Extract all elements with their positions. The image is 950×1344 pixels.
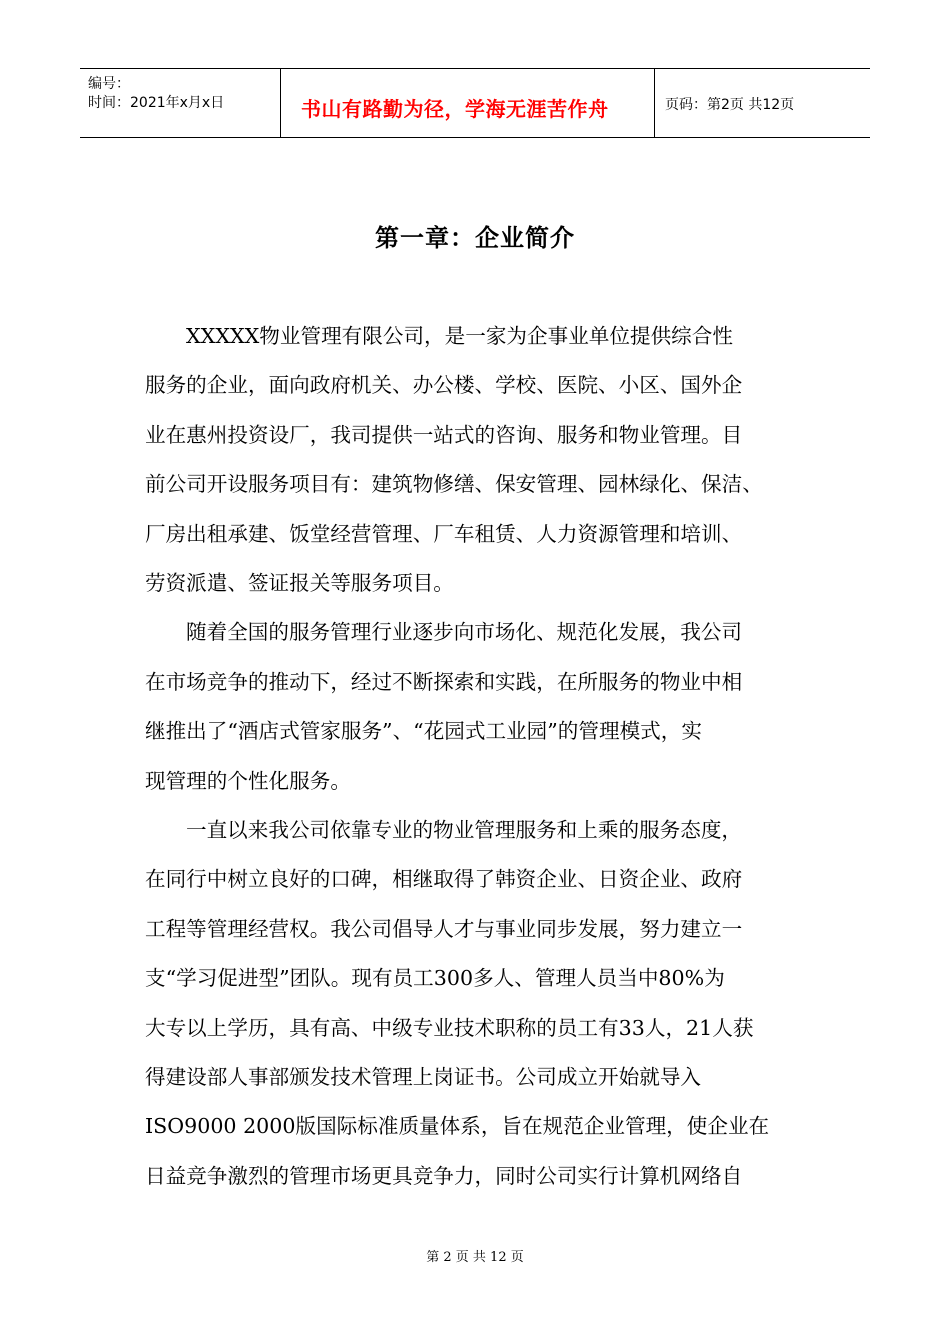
body-line: 日益竞争激烈的管理市场更具竞争力，同时公司实行计算机网络自 [145, 1163, 743, 1188]
body-line: 业在惠州投资设厂，我司提供一站式的咨询、服务和物业管理。目 [145, 422, 743, 447]
header-table [80, 68, 870, 138]
body-line: 在市场竞争的推动下，经过不断探索和实践，在所服务的物业中相 [145, 669, 743, 694]
document-date-label: 时间：2021年x月x日 [88, 95, 225, 111]
body-line: 大专以上学历，具有高、中级专业技术职称的员工有33人，21人获 [145, 1015, 754, 1040]
chapter-title: 第一章：企业简介 [375, 224, 575, 252]
body-line: 随着全国的服务管理行业逐步向市场化、规范化发展，我公司 [186, 620, 743, 645]
header-info-cell [80, 69, 281, 137]
body-line: 前公司开设服务项目有：建筑物修缮、保安管理、园林绿化、保洁、 [145, 472, 763, 497]
header-page-cell [655, 69, 870, 137]
body-line: 厂房出租承建、饭堂经营管理、厂车租赁、人力资源管理和培训、 [145, 521, 743, 546]
header-motto-cell [281, 69, 655, 137]
body-line: 一直以来我公司依靠专业的物业管理服务和上乘的服务态度， [186, 818, 743, 842]
header-motto: 书山有路勤为径，学海无涯苦作舟 [301, 97, 609, 121]
body-line: 劳资派遣、签证报关等服务项目。 [145, 571, 454, 595]
page-footer: 第 2 页 共 12 页 [426, 1250, 524, 1265]
body-line: 支“学习促进型”团队。现有员工300多人、管理人员当中80%为 [145, 966, 725, 991]
body-line: ISO9000 2000版国际标准质量体系，旨在规范企业管理，使企业在 [145, 1114, 770, 1139]
body-line: 工程等管理经营权。我公司倡导人才与事业同步发展，努力建立一 [145, 916, 743, 941]
body-line: 现管理的个性化服务。 [145, 768, 351, 793]
body-line: XXXXX物业管理有限公司，是一家为企事业单位提供综合性 [186, 324, 733, 348]
body-line: 在同行中树立良好的口碑，相继取得了韩资企业、日资企业、政府 [145, 867, 743, 892]
body-line: 得建设部人事部颁发技术管理上岗证书。公司成立开始就导入 [145, 1065, 702, 1089]
header-page-info: 页码：第2页 共12页 [665, 97, 795, 113]
body-line: 继推出了“酒店式管家服务”、“花园式工业园”的管理模式，实 [145, 719, 702, 744]
document-number-label: 编号： [88, 76, 130, 92]
body-line: 服务的企业，面向政府机关、办公楼、学校、医院、小区、国外企 [145, 373, 743, 398]
